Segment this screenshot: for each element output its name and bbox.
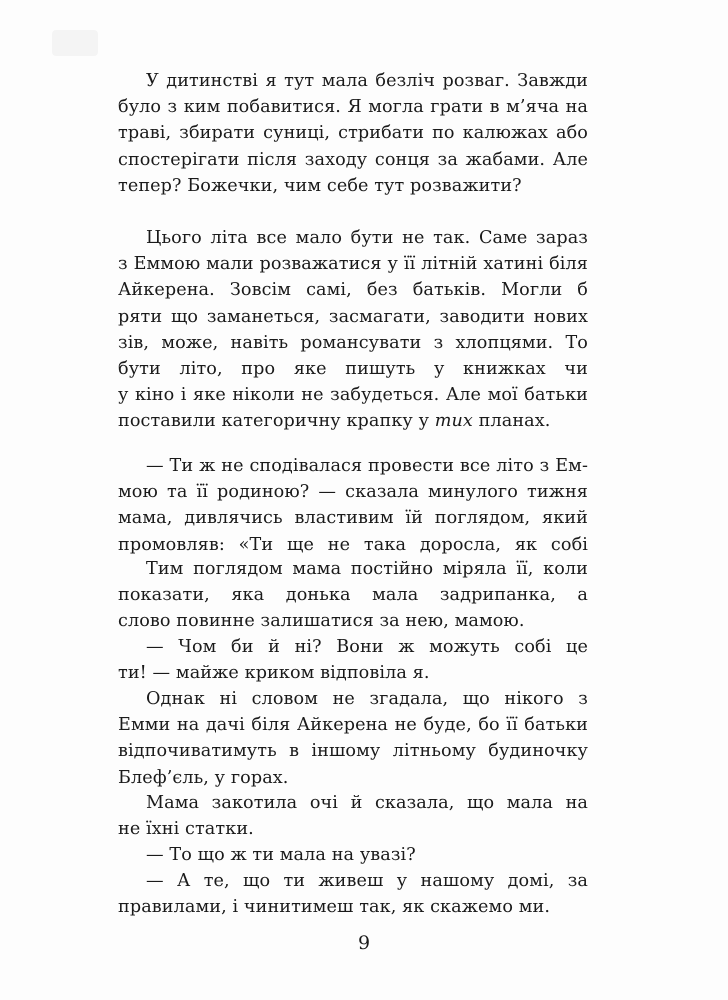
text-line: Цього літа все мало бути не так. Саме зараз <box>146 228 588 248</box>
text-line: Мама закотила очі й сказала, що мала на <box>146 793 588 813</box>
text-line: — Чом би й ні? Вони ж можуть собі це <box>146 637 588 657</box>
text-line: Тим поглядом мама постійно міряла її, коли <box>146 559 588 579</box>
text-line: слово повинне залишатися за нею, мамою. <box>118 611 525 632</box>
text-line: було з ким побавитися. Я могла грати в м’яча на <box>118 97 588 118</box>
text-line: зів, може, навіть романсувати з хлопцями. То <box>118 332 588 353</box>
text-line: відпочиватимуть в іншому літньому будиночку <box>118 741 588 762</box>
text-line: показати, яка донька мала задрипанка, а <box>118 585 588 606</box>
text-line: поставили категоричну крапку у тих планах. <box>118 411 551 432</box>
page-number: 9 <box>357 932 371 954</box>
text-line: Айкерена. Зовсім самі, без батьків. Могли б <box>118 280 588 301</box>
text-line: бути літо, про яке пишуть у книжках чи <box>118 359 588 379</box>
emphasis-word: тих <box>434 411 473 432</box>
text-line: траві, збирати суниці, стрибати по калюжах або <box>118 123 588 144</box>
text-line: — А те, що ти живеш у нашому домі, за <box>146 871 588 891</box>
text-line: спостерігати після заходу сонця за жабами. Але <box>118 149 588 170</box>
text-line: — Ти ж не сподівалася провести все літо з Ем- <box>146 456 588 476</box>
text-line: Однак ні словом не згадала, що нікого з <box>146 689 588 709</box>
text-line: ряти що заманеться, засмагати, заводити нових <box>118 306 588 327</box>
text-line: Емми на дачі біля Айкерена не буде, бо її батьки <box>118 715 588 736</box>
corner-watermark <box>52 30 98 56</box>
text-line: правилами, і чинитимеш так, як скажемо ми. <box>118 897 551 918</box>
text-line: з Еммою мали розважатися у її літній хатині біля <box>118 254 588 275</box>
text-line: ти! — майже криком відповіла я. <box>118 663 430 684</box>
text-line: промовляв: «Ти ще не така доросла, як собі <box>118 534 588 555</box>
text-line: у кіно і яке ніколи не забудеться. Але мої батьки <box>118 385 588 406</box>
text-line: Блеф’єль, у горах. <box>118 767 289 788</box>
text-line: тепер? Божечки, чим себе тут розважити? <box>118 175 522 196</box>
text-line: У дитинстві я тут мала безліч розваг. Завжди <box>146 71 588 91</box>
text-line: — То що ж ти мала на увазі? <box>146 845 416 865</box>
text-line: не їхні статки. <box>118 819 254 840</box>
text-line: мама, дивлячись властивим їй поглядом, який <box>118 508 588 529</box>
text-line: мою та її родиною? — сказала минулого тижня <box>118 482 588 503</box>
